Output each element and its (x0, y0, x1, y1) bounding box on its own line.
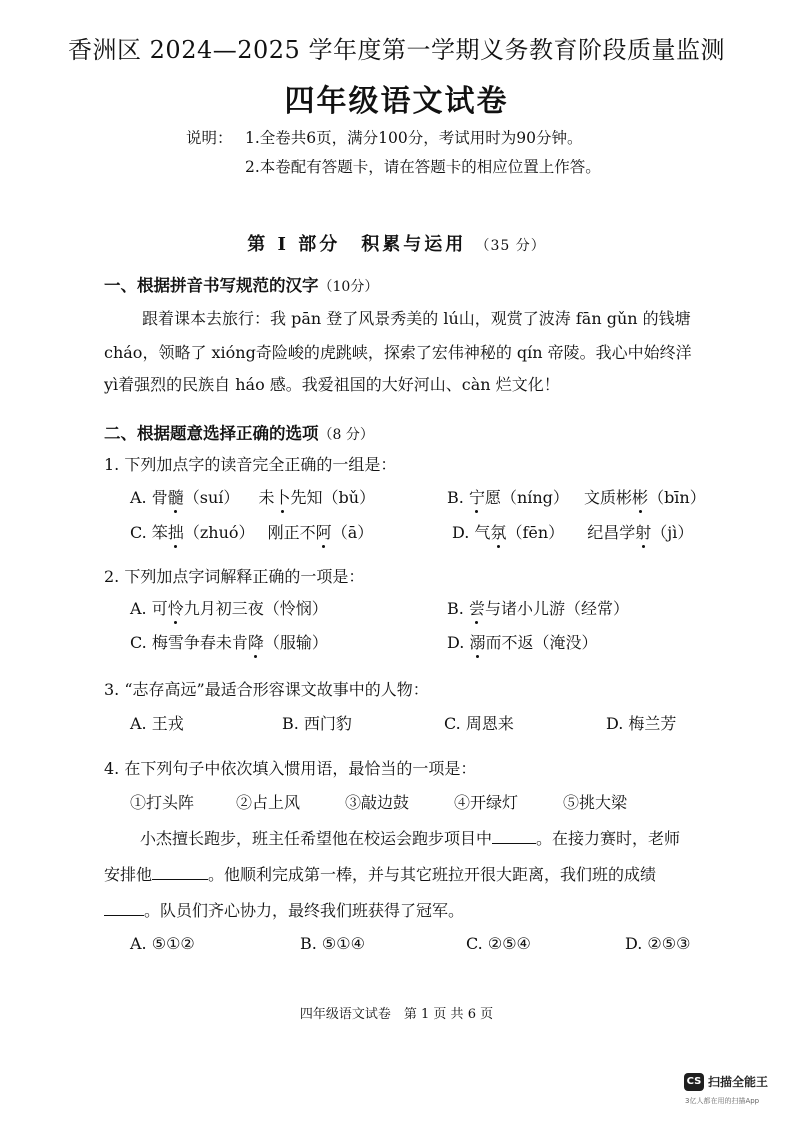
q4-idiom-3: ③敲边鼓 (345, 793, 410, 812)
q3-option-a: A. 王戎 (130, 714, 184, 733)
q4-idiom-4: ④开绿灯 (454, 793, 519, 812)
q1-a-text2: 未 (258, 488, 275, 507)
q1-option-d (452, 520, 693, 543)
q1-b-reading: 愿（níng） (484, 488, 569, 507)
part1-heading (104, 272, 378, 296)
q4-blank-3 (104, 901, 144, 916)
q4-idiom-5: ⑤挑大梁 (563, 793, 628, 812)
q2-c-text: C. 梅雪争春未肯 (130, 633, 248, 652)
q1-d-dotted-char2: 射 (635, 523, 652, 542)
q2-b-dotted-char: 尝 (468, 599, 485, 618)
q4-s2-part-b: 。他顺利完成第一棒，并与其它班拉开很大距离，我们班的成绩 (208, 865, 657, 884)
q1-a-reading2: 先知（bǔ） (290, 488, 376, 507)
section-score: （35 分） (475, 238, 546, 254)
q1-d-text2: 纪昌学 (587, 523, 636, 542)
q4-stem: 4. 在下列句子中依次填入惯用语，最恰当的一项是： (104, 759, 477, 778)
q3-option-d: D. 梅兰芳 (606, 714, 677, 733)
q1-a-text: A. 骨 (130, 488, 168, 507)
instruction-1: 1.全卷共6页，满分100分，考试用时为90分钟。 (245, 129, 583, 147)
q4-idiom-1: ①打头阵 (130, 793, 195, 812)
q1-c-text: C. 笨 (130, 523, 168, 542)
pinyin-line-3: yì着强烈的民族自 háo 感。我爱祖国的大好河山、càn 烂文化！ (104, 375, 560, 394)
q2-option-c (130, 630, 328, 653)
pinyin-line-2: cháo，领略了 xióng奇险峻的虎跳峡，探索了宏伟神秘的 qín 帝陵。我心中始终洋 (104, 343, 692, 362)
q2-b-rest: 与诸小儿游（经常） (484, 599, 629, 618)
q3-option-c: C. 周恩来 (444, 714, 514, 733)
q4-idiom-2: ②占上风 (236, 793, 301, 812)
q4-s1-part-b: 。在接力赛时，老师 (536, 829, 681, 848)
q4-blank-2 (152, 865, 208, 880)
q2-c-rest: （服输） (263, 633, 328, 652)
part1-heading-text: 一、根据拼音书写规范的汉字 (104, 276, 319, 295)
q4-s2-part-a: 安排他 (104, 865, 153, 884)
q3-stem: 3. “志存高远”最适合形容课文故事中的人物： (104, 680, 429, 699)
scanner-app-name: 扫描全能王 (708, 1075, 769, 1089)
q4-option-b: B. ⑤①④ (300, 934, 365, 953)
q1-b-text: B. (447, 488, 464, 507)
part1-points: （10分） (318, 279, 379, 295)
q4-sentence-line-2 (104, 862, 656, 885)
q1-c-reading: （zhuó） (183, 523, 255, 542)
q1-d-dotted-char: 氛 (490, 523, 507, 542)
part2-heading-text: 二、根据题意选择正确的选项 (104, 424, 319, 443)
pinyin-line-1: 跟着课本去旅行：我 pān 登了风景秀美的 lú山，观赏了波涛 fān gǔn 的钱塘 (142, 309, 691, 328)
q1-d-reading: （fēn） (506, 523, 565, 542)
instruction-2: 2.本卷配有答题卡，请在答题卡的相应位置上作答。 (245, 158, 601, 176)
scanner-tagline: 3亿人都在用的扫描App (685, 1097, 760, 1105)
q4-blank-1 (492, 829, 536, 844)
part2-heading (104, 420, 374, 444)
page-footer: 四年级语文试卷 第 1 页 共 6 页 (299, 1007, 494, 1022)
q2-d-rest: 而不返（淹没） (485, 633, 598, 652)
q1-option-b (447, 485, 706, 508)
q2-d-text: D. (447, 633, 465, 652)
section-title (0, 230, 793, 256)
q1-c-dotted-char: 拙 (167, 523, 184, 542)
q2-option-a (130, 596, 328, 619)
q4-sentence-line-1 (140, 826, 680, 849)
q3-option-b: B. 西门豹 (282, 714, 352, 733)
q2-a-dotted-char: 怜 (167, 599, 184, 618)
q4-option-d: D. ②⑤③ (625, 934, 691, 953)
q1-c-reading2: （ā） (331, 523, 374, 542)
q4-option-c: C. ②⑤④ (466, 934, 531, 953)
q1-b-text2: 文质彬 (584, 488, 633, 507)
q1-b-dotted-char: 宁 (468, 488, 485, 507)
q1-d-reading2: （jì） (651, 523, 694, 542)
q1-b-dotted-char2: 彬 (632, 488, 649, 507)
q1-option-c (130, 520, 373, 543)
part2-points: （8 分） (318, 427, 374, 443)
q1-option-a (130, 485, 375, 508)
section-name: 第 Ⅰ 部分 积累与运用 (247, 234, 467, 255)
q2-option-b (447, 596, 629, 619)
exam-subtitle: 四年级语文试卷 (284, 84, 509, 119)
q2-b-text: B. (447, 599, 464, 618)
q1-a-reading: （suí） (183, 488, 240, 507)
scanner-logo-icon: CS (684, 1073, 704, 1091)
q1-a-dotted-char: 髓 (167, 488, 184, 507)
q4-s3: 。队员们齐心协力，最终我们班获得了冠军。 (144, 901, 465, 920)
q2-a-text: A. 可 (130, 599, 168, 618)
instructions-label: 说明： (186, 129, 233, 147)
q1-d-text: D. 气 (452, 523, 491, 542)
q2-a-rest: 九月初三夜（怜悯） (183, 599, 328, 618)
q4-option-a: A. ⑤①② (130, 934, 195, 953)
q2-option-d (447, 630, 597, 653)
q2-stem: 2. 下列加点字词解释正确的一项是： (104, 567, 365, 586)
q1-a-dotted-char2: 卜 (274, 488, 291, 507)
q4-sentence-line-3 (104, 898, 464, 921)
q1-c-text2: 刚正不 (267, 523, 316, 542)
q1-stem: 1. 下列加点字的读音完全正确的一组是： (104, 455, 397, 474)
q1-c-dotted-char2: 阿 (315, 523, 332, 542)
q4-s1-part-a: 小杰擅长跑步，班主任希望他在校运会跑步项目中 (140, 829, 493, 848)
q2-c-dotted-char: 降 (247, 633, 264, 652)
exam-title: 香洲区 2024—2025 学年度第一学期义务教育阶段质量监测 (68, 36, 725, 64)
q1-b-reading2: （bīn） (648, 488, 706, 507)
q2-d-dotted-char: 溺 (469, 633, 486, 652)
